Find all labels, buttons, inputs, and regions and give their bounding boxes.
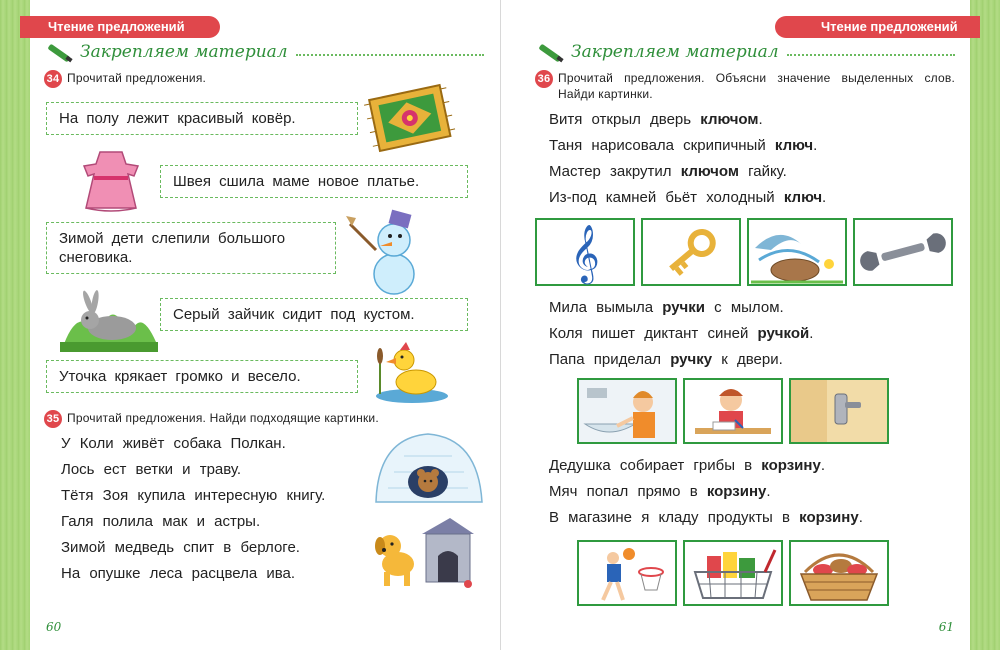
- duck-illustration: [370, 334, 450, 406]
- sentence-line: Папа приделал ручку к двери.: [549, 351, 783, 368]
- picture-wrench[interactable]: [853, 218, 953, 286]
- door-key-icon: [643, 220, 739, 284]
- shopping-basket-icon: [685, 542, 781, 604]
- sentence-line: В магазине я кладу продукты в корзину.: [549, 509, 863, 526]
- treble-clef-icon: 𝄞: [570, 224, 600, 282]
- picture-basketball[interactable]: [577, 540, 677, 606]
- picture-spring[interactable]: [747, 218, 847, 286]
- picture-treble-clef[interactable]: [535, 218, 635, 286]
- highlighted-word: ключ: [774, 137, 814, 154]
- sentence-line: Тётя Зоя купила интересную книгу.: [61, 487, 326, 504]
- sentence-line: У Коли живёт собака Полкан.: [61, 435, 286, 452]
- sentence-box: Швея сшила маме новое платье.: [160, 165, 468, 198]
- instruction-text: Прочитай предложения. Объясни значение выделенных слов. Найди картинки.: [558, 71, 955, 101]
- picture-washing-hands[interactable]: [577, 378, 677, 444]
- sentence-line: Зимой медведь спит в берлоге.: [61, 539, 300, 556]
- sentence-line: Галя полила мак и астры.: [61, 513, 261, 530]
- highlighted-word: корзину: [799, 509, 859, 526]
- wrench-icon: [855, 220, 951, 284]
- task-34-instruction: [44, 70, 206, 88]
- pencil-icon: [44, 42, 74, 62]
- picture-shopping-basket[interactable]: [683, 540, 783, 606]
- door-handle-icon: [791, 380, 887, 442]
- sentence-box: Серый зайчик сидит под кустом.: [160, 298, 468, 331]
- highlighted-word: корзину: [761, 457, 821, 474]
- task-number-badge: 35: [44, 410, 62, 428]
- dotted-divider: [787, 54, 955, 56]
- section-title: Закрепляем материал: [80, 42, 288, 62]
- section-title: Закрепляем материал: [571, 42, 779, 62]
- left-section-heading: [44, 42, 484, 62]
- task-36-instruction: [535, 70, 955, 102]
- task-number-badge: 34: [44, 70, 62, 88]
- picture-key[interactable]: [641, 218, 741, 286]
- sentence-line: Коля пишет диктант синей ручкой.: [549, 325, 814, 342]
- boy-writing-icon: [685, 380, 781, 442]
- right-header-ribbon: Чтение предложений: [775, 16, 980, 38]
- sentence-box: Уточка крякает громко и весело.: [46, 360, 358, 393]
- sentence-box: На полу лежит красивый ковёр.: [46, 102, 358, 135]
- instruction-text: Прочитай предложения. Найди подходящие картинки.: [67, 411, 379, 425]
- highlighted-word: ручку: [670, 351, 713, 368]
- picture-writing[interactable]: [683, 378, 783, 444]
- spring-water-icon: [749, 220, 845, 284]
- snowman-illustration: [342, 206, 437, 296]
- highlighted-word: ключом: [680, 163, 739, 180]
- highlighted-word: ключ: [783, 189, 823, 206]
- dog-doghouse-illustration: [370, 512, 475, 592]
- highlighted-word: корзину: [706, 483, 767, 500]
- rabbit-illustration: [60, 282, 158, 352]
- page-number: 61: [938, 620, 954, 634]
- task-35-instruction: [44, 410, 379, 428]
- right-page: [500, 0, 970, 650]
- right-section-heading: [535, 42, 955, 62]
- sentence-box: Зимой дети слепили большого снеговика.: [46, 222, 336, 274]
- sentence-line: Витя открыл дверь ключом.: [549, 111, 763, 128]
- sentence-line: Таня нарисовала скрипичный ключ.: [549, 137, 818, 154]
- mushroom-basket-icon: [791, 542, 887, 604]
- sentence-line: Лось ест ветки и траву.: [61, 461, 242, 478]
- picture-mushroom-basket[interactable]: [789, 540, 889, 606]
- sentence-line: Из-под камней бьёт холодный ключ.: [549, 189, 827, 206]
- dress-illustration: [66, 146, 156, 216]
- sentence-line: Мастер закрутил ключом гайку.: [549, 163, 787, 180]
- bear-den-illustration: [368, 428, 490, 508]
- left-page: [30, 0, 500, 650]
- left-page-edge: [0, 0, 30, 650]
- left-header-ribbon: Чтение предложений: [20, 16, 220, 38]
- picture-door-handle[interactable]: [789, 378, 889, 444]
- sentence-line: На опушке леса расцвела ива.: [61, 565, 296, 582]
- instruction-text: Прочитай предложения.: [67, 71, 207, 85]
- basketball-player-icon: [579, 542, 675, 604]
- highlighted-word: ключом: [700, 111, 759, 128]
- task-number-badge: 36: [535, 70, 553, 88]
- page-number: 60: [46, 620, 62, 634]
- girl-washing-hands-icon: [579, 380, 675, 442]
- dotted-divider: [296, 54, 484, 56]
- sentence-line: Дедушка собирает грибы в корзину.: [549, 457, 825, 474]
- sentence-line: Мила вымыла ручки с мылом.: [549, 299, 784, 316]
- pencil-icon: [535, 42, 565, 62]
- highlighted-word: ручки: [662, 299, 705, 316]
- right-page-edge: [970, 0, 1000, 650]
- sentence-line: Мяч попал прямо в корзину.: [549, 483, 771, 500]
- highlighted-word: ручкой: [757, 325, 810, 342]
- carpet-illustration: [360, 80, 460, 158]
